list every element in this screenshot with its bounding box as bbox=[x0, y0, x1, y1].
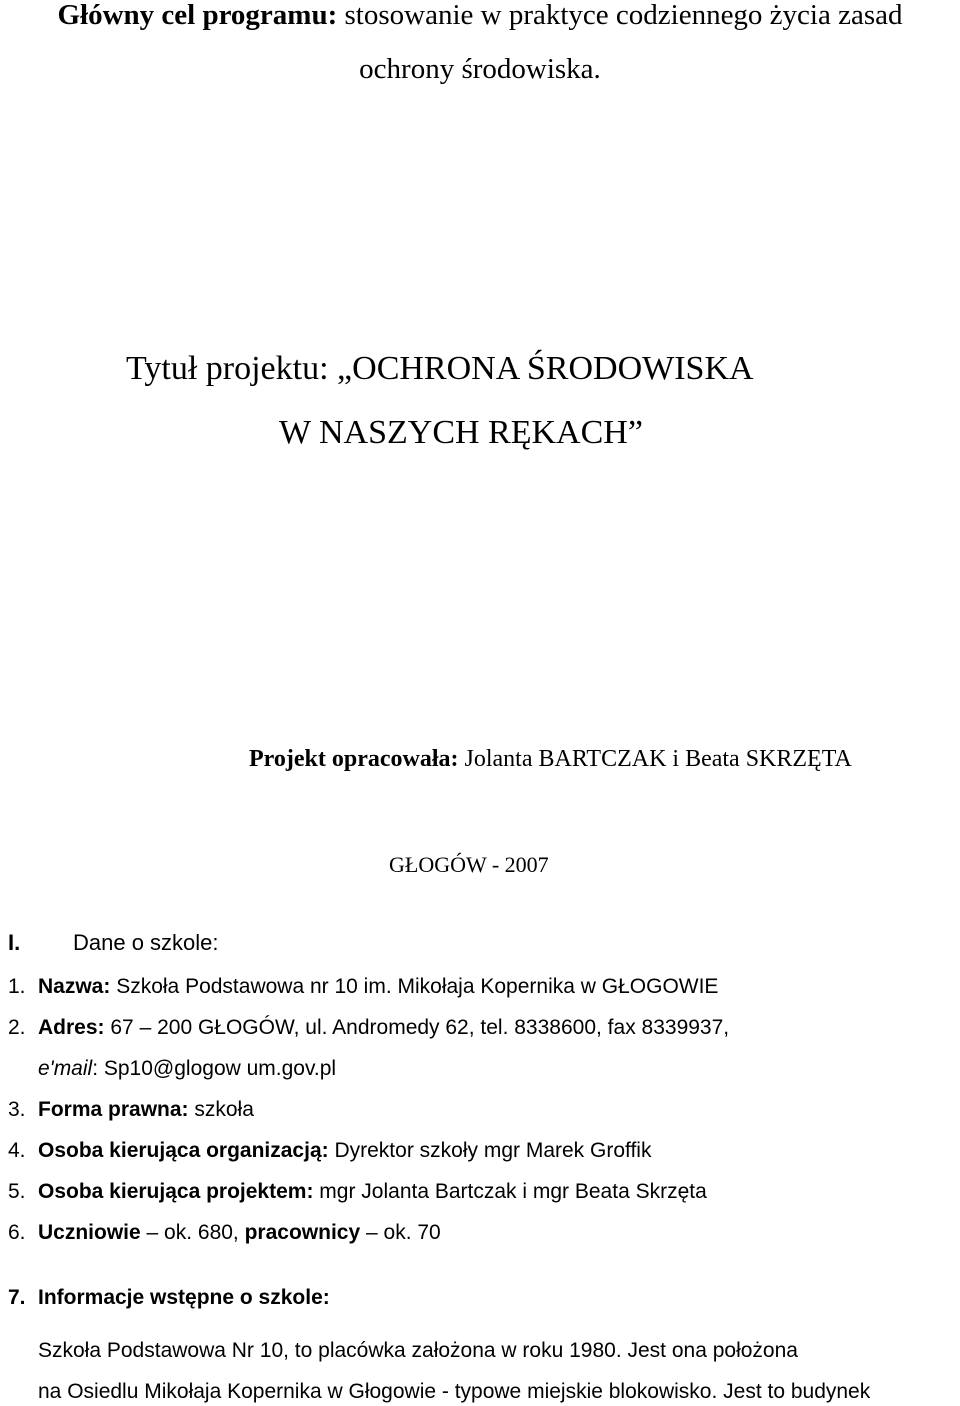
item-number: 5. bbox=[8, 1180, 26, 1203]
project-title bbox=[126, 350, 754, 388]
item-number: 7. bbox=[8, 1286, 26, 1309]
item-number: 1. bbox=[8, 975, 26, 998]
goal-label: Główny cel programu: bbox=[57, 0, 338, 31]
item-label: Nazwa: bbox=[38, 975, 111, 998]
email-line bbox=[38, 1057, 336, 1081]
item-number: 3. bbox=[8, 1098, 26, 1121]
item-number: 4. bbox=[8, 1139, 26, 1162]
item-label-staff: pracownicy bbox=[244, 1221, 361, 1244]
paragraph-line: Szkoła Podstawowa Nr 10, to placówka założona w roku 1980. Jest ona położona bbox=[38, 1339, 798, 1362]
item-label-students: Uczniowie bbox=[38, 1221, 141, 1244]
item-label: Forma prawna: bbox=[38, 1098, 189, 1121]
section-heading bbox=[8, 930, 20, 956]
item-number: 2. bbox=[8, 1016, 26, 1039]
item-label: Adres: bbox=[38, 1016, 105, 1039]
item-label: Osoba kierująca organizacją: bbox=[38, 1139, 329, 1162]
program-goal-line2 bbox=[0, 42, 960, 96]
item-value: Dyrektor szkoły mgr Marek Groffik bbox=[334, 1139, 652, 1162]
paragraph-line: na Osiedlu Mikołaja Kopernika w Głogowie - typowe miejskie blokowisko. Jest to budynek bbox=[38, 1380, 871, 1403]
item-value: mgr Jolanta Bartczak i mgr Beata Skrzęta bbox=[319, 1180, 707, 1203]
goal-text-cont: ochrony środowiska. bbox=[359, 53, 601, 85]
section-title-text: Dane o szkole: bbox=[73, 930, 219, 955]
section-title bbox=[73, 930, 219, 956]
item-value: 67 – 200 GŁOGÓW, ul. Andromedy 62, tel. 8338600, fax 8339937, bbox=[110, 1016, 730, 1039]
credit-label: Projekt opracowała: bbox=[249, 746, 459, 772]
project-title-label: Tytuł projektu: bbox=[126, 350, 329, 387]
item-label: Osoba kierująca projektem: bbox=[38, 1180, 314, 1203]
item-value-staff: – ok. 70 bbox=[366, 1221, 441, 1244]
project-title-line2 bbox=[279, 414, 643, 452]
email-value: : Sp10@glogow um.gov.pl bbox=[92, 1057, 337, 1080]
section-number: I. bbox=[8, 930, 21, 955]
project-credit bbox=[249, 746, 852, 773]
program-goal bbox=[0, 0, 960, 42]
item-value: Szkoła Podstawowa nr 10 im. Mikołaja Kopernika w GŁOGOWIE bbox=[116, 975, 719, 998]
credit-authors: Jolanta BARTCZAK i Beata SKRZĘTA bbox=[464, 746, 852, 772]
item-value-students: – ok. 680, bbox=[146, 1221, 239, 1244]
place-year: GŁOGÓW - 2007 bbox=[389, 852, 549, 877]
item-value: szkoła bbox=[194, 1098, 254, 1121]
item-number: 6. bbox=[8, 1221, 26, 1244]
email-label: e'mail bbox=[38, 1057, 93, 1080]
item-label: Informacje wstępne o szkole: bbox=[38, 1286, 330, 1309]
project-title-text-line2: W NASZYCH RĘKACH” bbox=[279, 414, 643, 451]
project-title-line1: „OCHRONA ŚRODOWISKA bbox=[337, 350, 754, 387]
goal-text: stosowanie w praktyce codziennego życia zasad bbox=[344, 0, 903, 31]
